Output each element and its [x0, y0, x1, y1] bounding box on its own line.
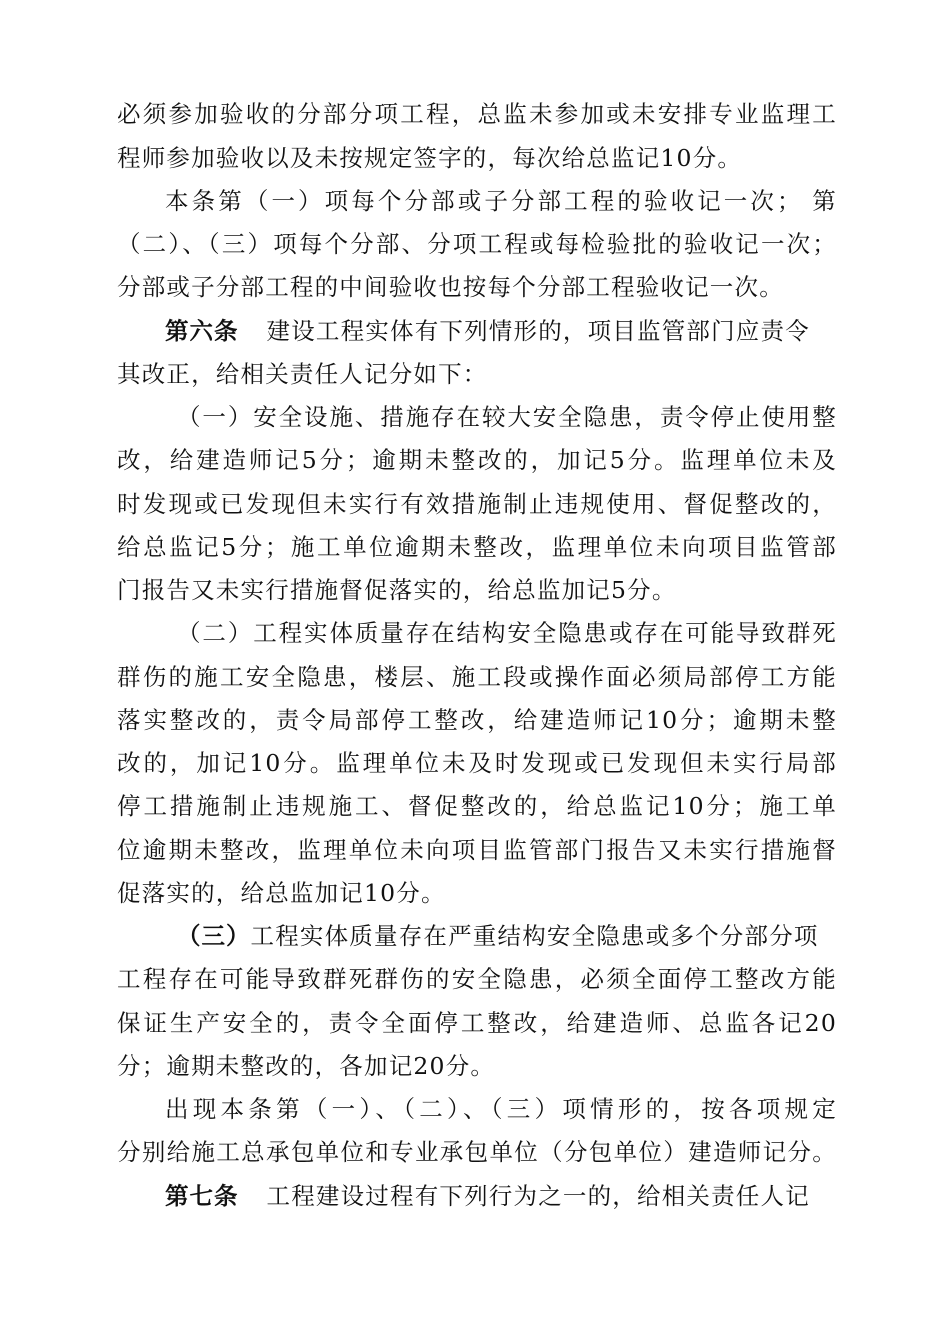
line-text: 给总监记5分；施工单位逾期未整改，监理单位未向项目监管部 [117, 533, 837, 561]
line-text: （二）、（三）项每个分部、分项工程或每检验批的验收记一次； [117, 230, 837, 258]
line-text: 必须参加验收的分部分项工程，总监未参加或未安排专业监理工 [117, 100, 837, 128]
item-3-label: （三） [177, 922, 251, 950]
paragraph-line [117, 484, 837, 524]
article-7-heading: 第七条 [165, 1182, 239, 1210]
paragraph-line [177, 916, 837, 956]
line-text: 其改正，给相关责任人记分如下： [117, 360, 488, 388]
paragraph-line [117, 959, 837, 999]
line-text: 群伤的施工安全隐患，楼层、施工段或操作面必须局部停工方能 [117, 663, 837, 691]
line-text: （一）安全设施、措施存在较大安全隐患，责令停止使用整 [177, 403, 837, 431]
paragraph-line [165, 1089, 837, 1129]
paragraph-line [117, 873, 837, 913]
line-text: 促落实的，给总监加记10分。 [117, 879, 446, 907]
line-text: 门报告又未实行措施督促落实的，给总监加记5分。 [117, 576, 677, 604]
paragraph-line [117, 527, 837, 567]
paragraph-line [117, 570, 837, 610]
article-heading-line [165, 311, 837, 351]
paragraph-line [117, 830, 837, 870]
line-text: 分别给施工总承包单位和专业承包单位（分包单位）建造师记分。 [117, 1138, 837, 1166]
line-text: 出现本条第（一）、（二）、（三）项情形的，按各项规定 [165, 1095, 837, 1123]
paragraph-line [117, 138, 837, 178]
line-text: 位逾期未整改，监理单位未向项目监管部门报告又未实行措施督 [117, 836, 837, 864]
line-text: 分部或子分部工程的中间验收也按每个分部工程验收记一次。 [117, 273, 784, 301]
line-text: 保证生产安全的，责令全面停工整改，给建造师、总监各记20 [117, 1009, 837, 1037]
paragraph-line [117, 267, 837, 307]
paragraph-line [117, 440, 837, 480]
article-6-heading: 第六条 [165, 317, 239, 345]
paragraph-line [117, 786, 837, 826]
line-text: 落实整改的，责令局部停工整改，给建造师记10分；逾期未整 [117, 706, 837, 734]
line-text: 分；逾期未整改的，各加记20分。 [117, 1052, 496, 1080]
paragraph-line [117, 354, 837, 394]
paragraph-line [117, 700, 837, 740]
paragraph-line [117, 1003, 837, 1043]
line-text: 改的，加记10分。监理单位未及时发现或已发现但未实行局部 [117, 749, 837, 777]
line-text: 停工措施制止违规施工、督促整改的，给总监记10分；施工单 [117, 792, 837, 820]
article-heading-line [165, 1176, 837, 1216]
line-text: 程师参加验收以及未按规定签字的，每次给总监记10分。 [117, 144, 743, 172]
paragraph-line [165, 181, 837, 221]
paragraph-line [117, 1046, 837, 1086]
paragraph-line [117, 224, 837, 264]
paragraph-line [177, 613, 837, 653]
line-text: 本条第（一）项每个分部或子分部工程的验收记一次； 第 [165, 187, 837, 215]
line-text: 建设工程实体有下列情形的，项目监管部门应责令 [266, 317, 810, 345]
line-text: 工程实体质量存在严重结构安全隐患或多个分部分项 [250, 922, 819, 950]
line-text: 时发现或已发现但未实行有效措施制止违规使用、督促整改的， [117, 490, 837, 518]
paragraph-line [117, 743, 837, 783]
line-text: 改，给建造师记5分；逾期未整改的，加记5分。监理单位未及 [117, 446, 837, 474]
line-text: 工程建设过程有下列行为之一的，给相关责任人记 [266, 1182, 810, 1210]
paragraph-line [117, 94, 837, 134]
paragraph-line [117, 1132, 837, 1172]
line-text: （二）工程实体质量存在结构安全隐患或存在可能导致群死 [177, 619, 837, 647]
line-text: 工程存在可能导致群死群伤的安全隐患，必须全面停工整改方能 [117, 965, 837, 993]
paragraph-line [117, 657, 837, 697]
paragraph-line [177, 397, 837, 437]
